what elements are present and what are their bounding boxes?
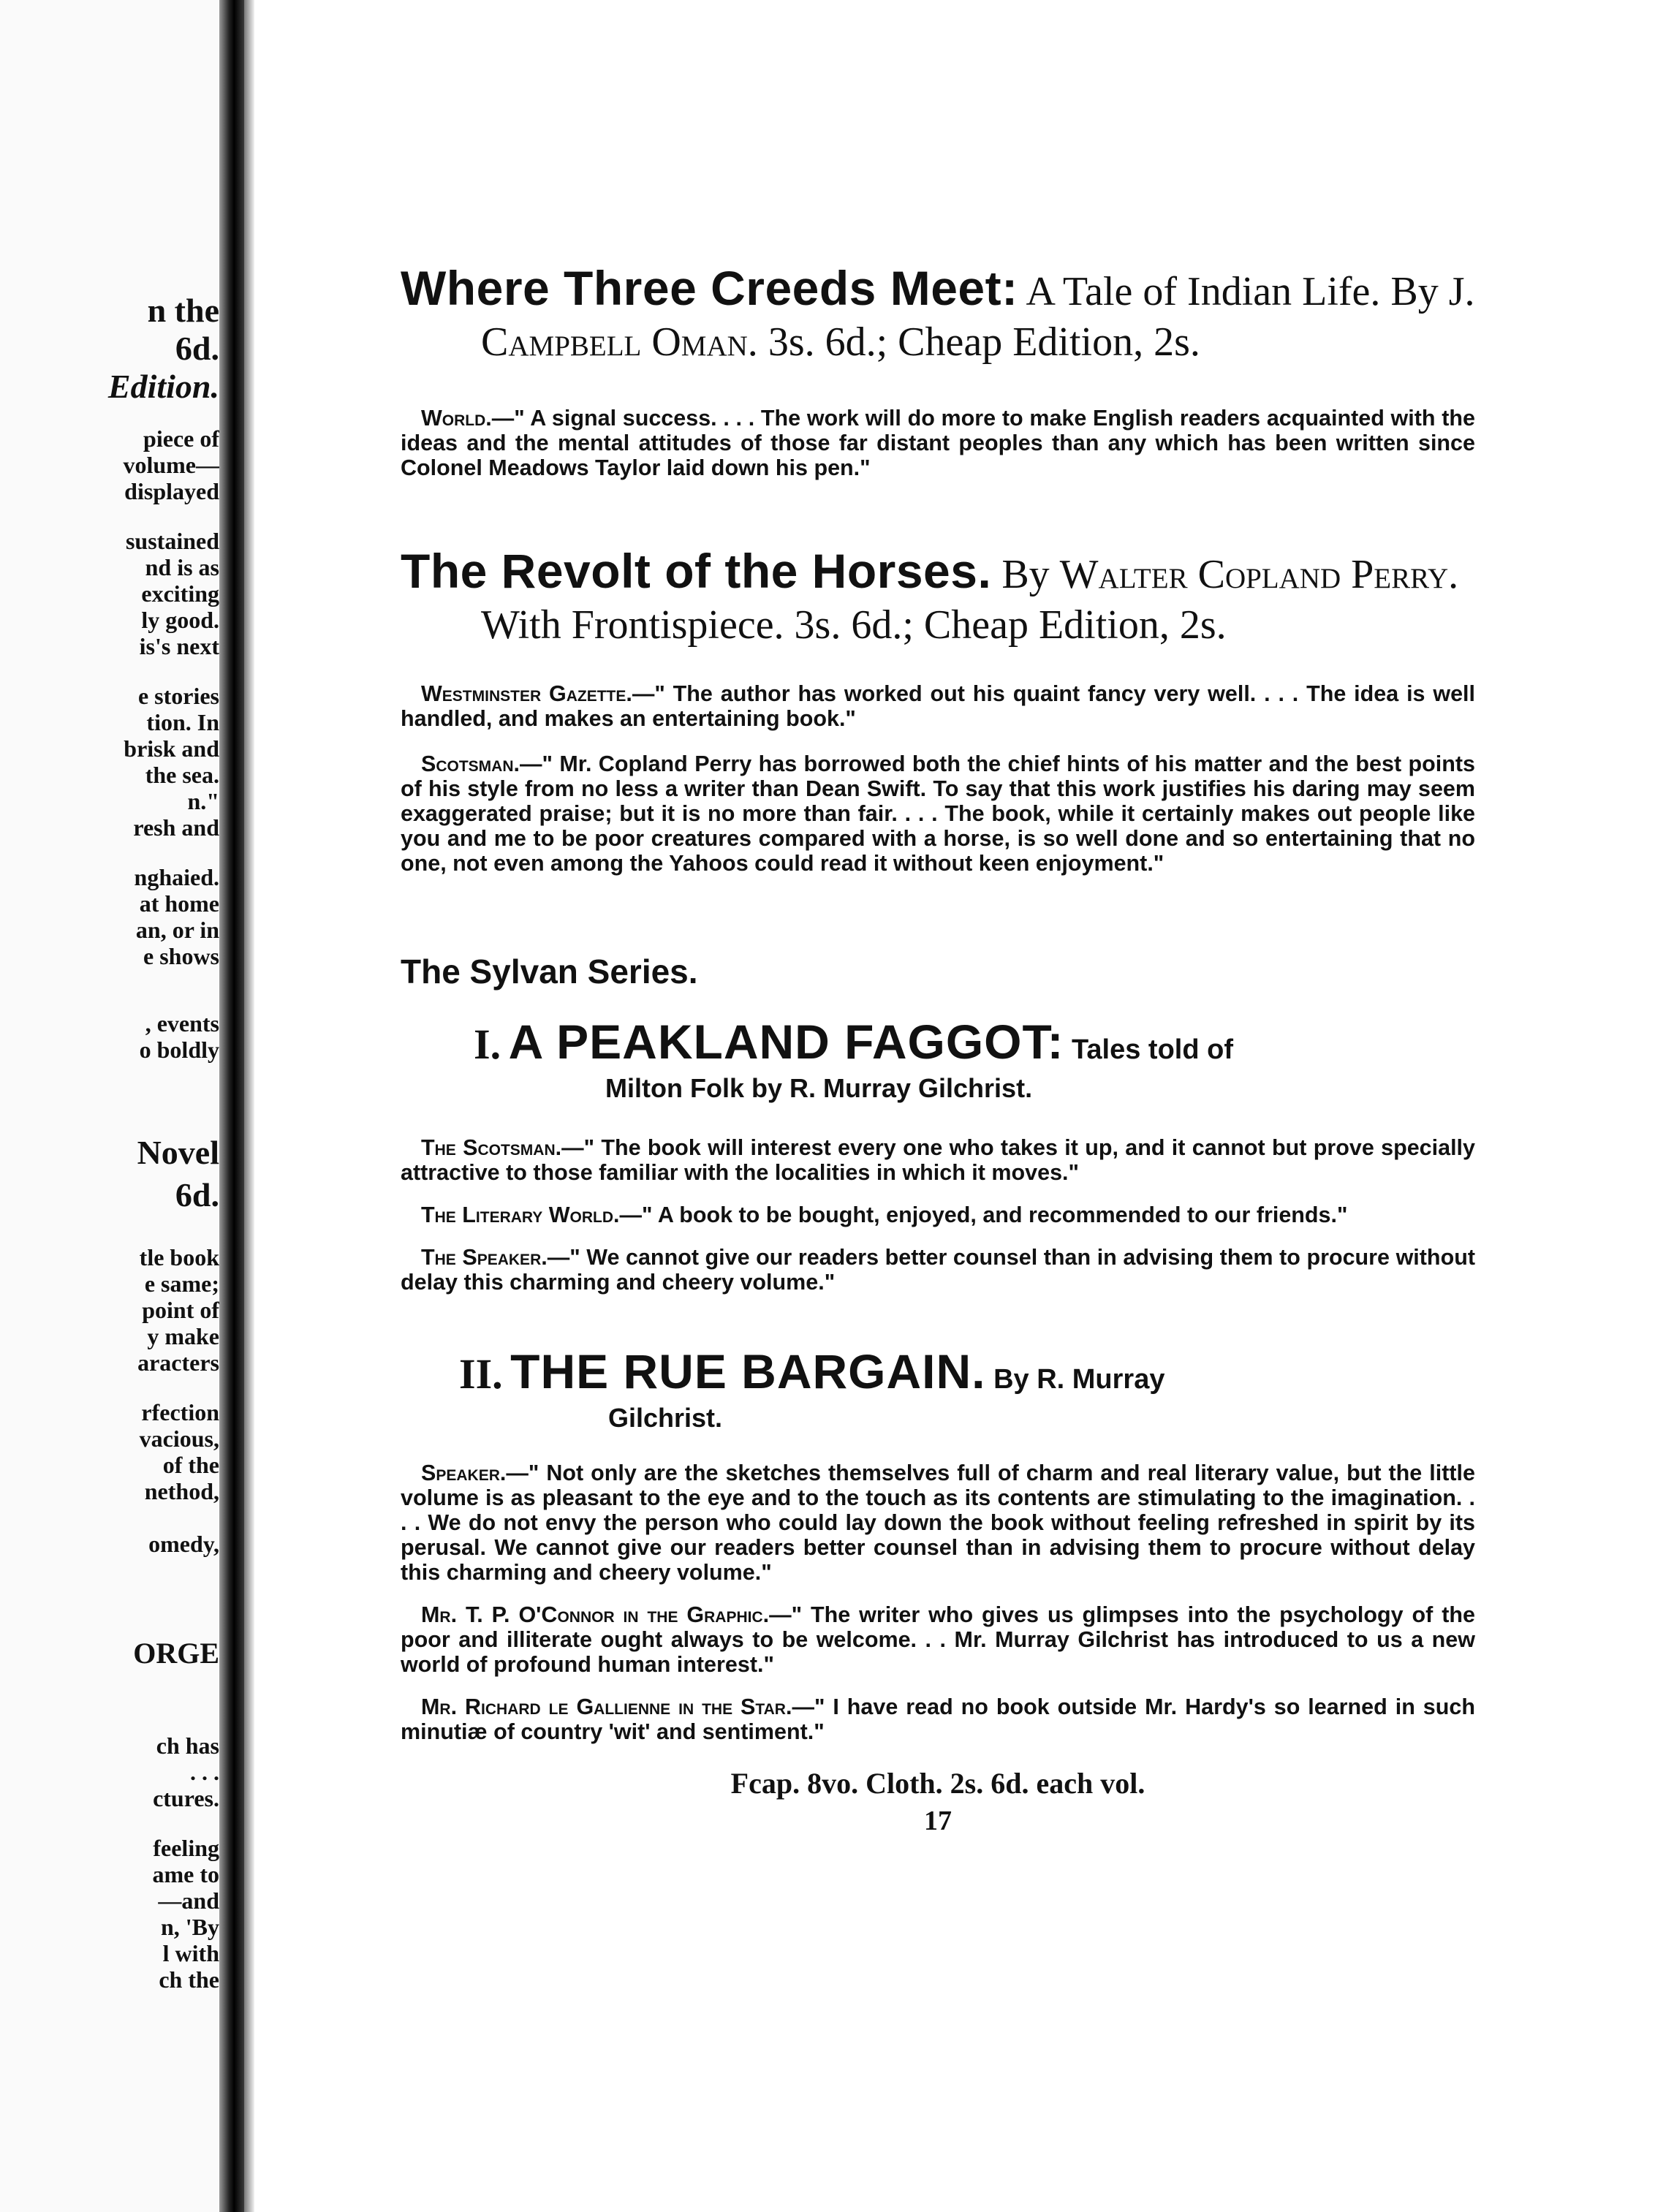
book-price: With Frontispiece. 3s. 6d.; Cheap Edition, 2s. bbox=[481, 602, 1227, 648]
volume-subtitle: Milton Folk by R. Murray Gilchrist. bbox=[605, 1073, 1033, 1103]
book-author: Campbell Oman. bbox=[481, 319, 758, 365]
review-text: —" Mr. Copland Perry has borrowed both the chief hints of his matter and the best points of his style from no less a writer than Dean Swift. To say that this work justifies his daring may seem exaggerated praise; but it is no more than fair. . . . The book, while it certainly makes out people like you and me to be poor creatures compared with a horse, is so well done and so entertaining that no one, not even among the Yahoos could read it without keen enjoyment." bbox=[401, 751, 1475, 876]
left-page-line: displayed bbox=[124, 478, 219, 504]
left-page-line: piece of bbox=[143, 425, 219, 452]
left-page-line: o boldly bbox=[139, 1037, 219, 1063]
left-page-line: , events bbox=[145, 1010, 219, 1037]
review-source: Speaker. bbox=[421, 1461, 507, 1485]
entry-heading bbox=[401, 546, 1475, 651]
volume-numeral: I. bbox=[474, 1020, 501, 1068]
review-source: Scotsman. bbox=[421, 751, 520, 776]
review-source: The Literary World. bbox=[421, 1202, 620, 1227]
left-page-line: rfection bbox=[141, 1399, 219, 1425]
left-facing-page bbox=[0, 0, 219, 2212]
left-page-line: ctures. bbox=[153, 1785, 219, 1811]
left-page-line: e stories bbox=[137, 683, 219, 709]
left-page-line: ch the bbox=[159, 1966, 219, 1993]
left-page-line: aracters bbox=[137, 1349, 219, 1376]
left-page-line: tion. In bbox=[146, 709, 219, 735]
left-page-line: 6d. bbox=[175, 330, 219, 367]
review-text: —" Not only are the sketches themselves full of charm and real literary value, but the little volume is as pleasant to the eye and to the touch as its contents are stimulating to the imagination. . . . We do not envy the person who could lay down the book without feeling refreshed in spirit by its perusal. We cannot give our readers better counsel than in advising them to procure without delay this charming and cheery volume." bbox=[401, 1461, 1475, 1585]
volume-title: A PEAKLAND FAGGOT: bbox=[508, 1015, 1064, 1069]
left-page-line: n." bbox=[187, 788, 219, 814]
left-page-line: ORGE bbox=[133, 1637, 219, 1670]
left-page-line: n, 'By bbox=[160, 1914, 219, 1940]
left-page-line: of the bbox=[162, 1452, 219, 1478]
book-title: Where Three Creeds Meet: bbox=[401, 261, 1018, 315]
entry-heading bbox=[401, 263, 1475, 368]
left-page-line: at home bbox=[139, 890, 219, 917]
left-page-line: feeling bbox=[153, 1835, 219, 1861]
left-page-line: omedy, bbox=[148, 1531, 219, 1557]
volume-heading bbox=[401, 1344, 1475, 1402]
left-page-line: nethod, bbox=[144, 1478, 219, 1504]
left-page-line: ch has bbox=[156, 1732, 219, 1759]
review-text: —" I have read no book outside Mr. Hardy's so learned in such minutiæ of country 'wit' and sentiment." bbox=[401, 1694, 1475, 1744]
review-quote bbox=[401, 1694, 1475, 1744]
left-page-line: brisk and bbox=[124, 735, 219, 762]
review-source: Mr. T. P. O'Connor in the Graphic. bbox=[421, 1602, 770, 1627]
left-page-line: sustained bbox=[125, 528, 219, 554]
left-page-line: Edition. bbox=[107, 368, 219, 405]
left-page-line: exciting bbox=[141, 580, 219, 607]
left-page-line: tle book bbox=[139, 1244, 219, 1270]
review-text: —" A signal success. . . . The work will do more to make English readers acquainted with the ideas and the mental attitudes of those far distant peoples than any which has been written since Colonel Meadows Taylor laid down his pen." bbox=[401, 406, 1475, 480]
review-quote bbox=[401, 751, 1475, 876]
left-page-line: resh and bbox=[133, 814, 219, 841]
volume-subtitle: Gilchrist. bbox=[608, 1403, 723, 1433]
review-source: The Speaker. bbox=[421, 1245, 548, 1270]
review-quote bbox=[401, 681, 1475, 731]
volume-title-tail: Tales told of bbox=[1064, 1034, 1233, 1065]
format-price-line: Fcap. 8vo. Cloth. 2s. 6d. each vol. bbox=[730, 1767, 1145, 1800]
left-page-line: nd is as bbox=[145, 554, 219, 580]
left-page-line: e same; bbox=[144, 1270, 219, 1297]
review-text: —" We cannot give our readers better counsel than in advising them to procure without delay this charming and cheery volume." bbox=[401, 1245, 1475, 1295]
left-page-line: an, or in bbox=[135, 917, 219, 943]
book-description: By bbox=[991, 552, 1060, 597]
volume-title: THE RUE BARGAIN. bbox=[510, 1344, 986, 1398]
right-page bbox=[401, 263, 1475, 1836]
left-page-line: 6d. bbox=[175, 1176, 219, 1213]
left-page-line: Novel bbox=[137, 1134, 219, 1171]
review-quote bbox=[401, 1602, 1475, 1677]
series-title: The Sylvan Series. bbox=[401, 952, 698, 991]
book-gutter bbox=[219, 0, 244, 2212]
book-title: The Revolt of the Horses. bbox=[401, 544, 992, 598]
left-page-line: —and bbox=[158, 1887, 219, 1914]
left-page-line: the sea. bbox=[145, 762, 219, 788]
book-description: A Tale of Indian Life. By J. bbox=[1018, 269, 1475, 314]
review-source: Westminster Gazette. bbox=[421, 681, 632, 706]
left-page-line: vacious, bbox=[139, 1425, 219, 1452]
review-text: —" A book to be bought, enjoyed, and recommended to our friends." bbox=[619, 1202, 1348, 1227]
page-fold bbox=[244, 0, 254, 2212]
left-page-line: point of bbox=[142, 1297, 219, 1323]
review-text: —" The book will interest every one who takes it up, and it cannot but prove specially attractive to those familiar with the localities in which it moves." bbox=[401, 1135, 1475, 1185]
volume-title-tail: By R. Murray bbox=[985, 1364, 1165, 1395]
volume-heading bbox=[401, 1015, 1475, 1072]
review-quote bbox=[401, 1135, 1475, 1185]
left-page-line: is's next bbox=[139, 633, 219, 659]
left-page-line: y make bbox=[147, 1323, 219, 1349]
review-source: Mr. Richard le Gallienne in the Star. bbox=[421, 1694, 792, 1719]
left-page-line: ly good. bbox=[141, 607, 219, 633]
page-number: 17 bbox=[924, 1806, 952, 1836]
left-page-line: volume— bbox=[123, 452, 219, 478]
review-text: —" The author has worked out his quaint fancy very well. . . . The idea is well handled, and makes an entertaining book." bbox=[401, 681, 1475, 731]
review-quote bbox=[401, 406, 1475, 480]
review-quote bbox=[401, 1461, 1475, 1585]
review-source: World. bbox=[421, 406, 492, 431]
left-page-line: nghaied. bbox=[134, 864, 219, 890]
review-quote bbox=[401, 1202, 1475, 1227]
review-quote bbox=[401, 1245, 1475, 1295]
left-page-line: ame to bbox=[152, 1861, 219, 1887]
review-text: —" The writer who gives us glimpses into the psychology of the poor and illiterate ought always to be welcome. . . Mr. Murray Gilchrist has introduced to us a new world of profound human interest." bbox=[401, 1602, 1475, 1677]
left-page-line: n the bbox=[147, 292, 219, 329]
book-author: Walter Copland Perry. bbox=[1059, 552, 1459, 597]
book-price: 3s. 6d.; Cheap Edition, 2s. bbox=[757, 319, 1200, 365]
left-page-line: e shows bbox=[143, 943, 219, 969]
left-page-line: l with bbox=[162, 1940, 219, 1966]
left-page-line: . . . bbox=[190, 1759, 219, 1785]
volume-numeral: II. bbox=[459, 1350, 503, 1398]
review-source: The Scotsman. bbox=[421, 1135, 562, 1160]
